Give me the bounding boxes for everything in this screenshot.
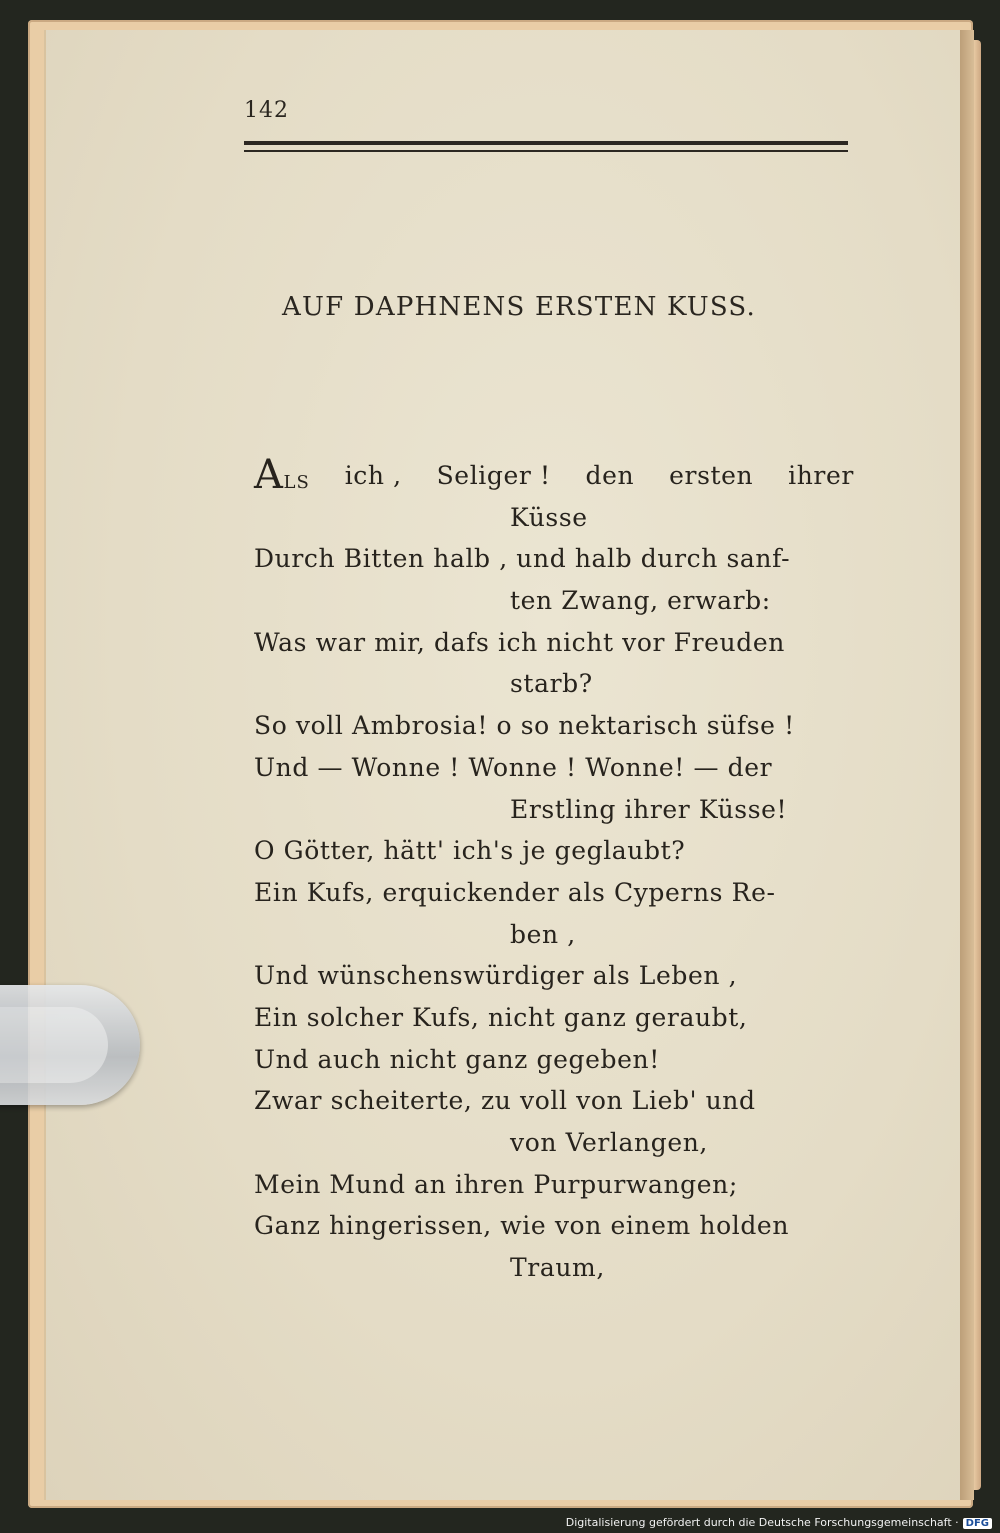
poem-line: ten Zwang, erwarb: bbox=[510, 586, 771, 616]
poem-word: den bbox=[585, 461, 635, 490]
drop-cap: A bbox=[254, 452, 284, 498]
poem-line: Küsse bbox=[510, 502, 588, 532]
poem-line bbox=[254, 452, 854, 498]
poem-line: Zwar scheiterte, zu voll von Lieb' und bbox=[254, 1086, 756, 1116]
poem-line: Ein solcher Kufs, nicht ganz geraubt, bbox=[254, 1002, 748, 1032]
poem-word: ich , bbox=[344, 461, 402, 490]
poem-word: Seliger ! bbox=[436, 461, 551, 490]
digitization-credit bbox=[566, 1516, 992, 1529]
poem-body bbox=[254, 452, 854, 1289]
poem-line: starb? bbox=[510, 669, 593, 699]
page-clip-highlight bbox=[0, 1007, 108, 1083]
dfg-logo-icon: DFG bbox=[963, 1518, 992, 1529]
poem-line: ben , bbox=[510, 919, 576, 949]
poem-line: So voll Ambrosia! o so nektarisch süfse ! bbox=[254, 711, 795, 741]
poem-line: Durch Bitten halb , und halb durch sanf- bbox=[254, 544, 791, 574]
page-clip bbox=[0, 985, 140, 1105]
page-fold-edge bbox=[958, 30, 974, 1500]
poem-first-word bbox=[254, 452, 310, 498]
poem-line: Erstling ihrer Küsse! bbox=[510, 794, 788, 824]
poem-word: ihrer bbox=[788, 461, 854, 490]
poem-line: Und wünschenswürdiger als Leben , bbox=[254, 961, 738, 991]
poem-line: Ganz hingerissen, wie von einem holden bbox=[254, 1211, 790, 1241]
poem-line: Was war mir, dafs ich nicht vor Freuden bbox=[254, 627, 785, 657]
poem-line: Traum, bbox=[510, 1253, 605, 1283]
header-rule-thick bbox=[244, 141, 848, 145]
poem-line: Und auch nicht ganz gegeben! bbox=[254, 1044, 660, 1074]
poem-title: AUF DAPHNENS ERSTEN KUSS. bbox=[282, 292, 756, 322]
poem-word: ersten bbox=[669, 461, 754, 490]
poem-line: O Götter, hätt' ich's je geglaubt? bbox=[254, 836, 686, 866]
poem-line: Mein Mund an ihren Purpurwangen; bbox=[254, 1169, 738, 1199]
page-number: 142 bbox=[244, 98, 289, 123]
header-rule-thin bbox=[244, 150, 848, 152]
credit-text: Digitalisierung gefördert durch die Deutsche Forschungsgemeinschaft · bbox=[565, 1516, 959, 1529]
poem-line: von Verlangen, bbox=[510, 1128, 708, 1157]
small-caps: LS bbox=[283, 472, 310, 493]
poem-line: Und — Wonne ! Wonne ! Wonne! — der bbox=[254, 752, 773, 782]
poem-line: Ein Kufs, erquickender als Cyperns Re- bbox=[254, 877, 776, 907]
